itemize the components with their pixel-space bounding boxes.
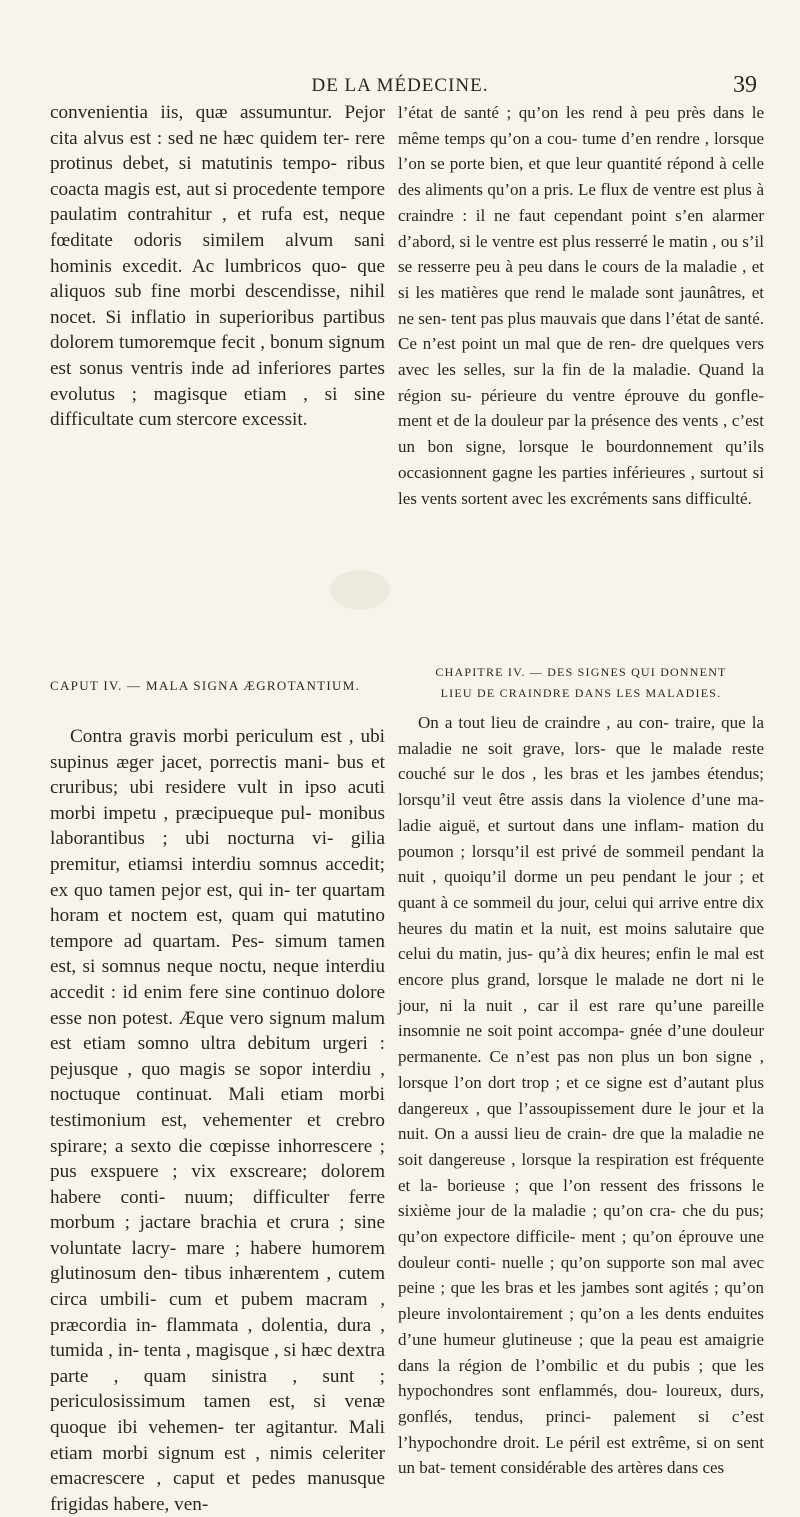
french-chapter-heading-line1: CHAPITRE IV. — DES SIGNES QUI DONNENT: [435, 665, 727, 679]
french-chapter-heading-line2: LIEU DE CRAINDRE DANS LES MALADIES.: [440, 686, 722, 700]
french-chapter-heading: [398, 662, 764, 704]
latin-column-top: [50, 100, 385, 433]
latin-paragraph-continued: convenientia iis, quæ assumuntur. Pejor cita alvus est : sed ne hæc quidem ter- rere protinus debet, si matutinis tempo- ribus coacta magis est, aut si procedente tempore paulatim contrahitur , et rufa est, neque fœditate odoris similem alvum sani hominis excedit. Ac lumbricos quo- que aliquos sub fine morbi descendisse, nihil nocet. Si inflatio in superioribus partibus dolorem tumoremque fecit , bonum signum est sonus ventris inde ad inferiores partes evolutus ; magisque etiam , si sine difficultate cum stercore excessit.: [50, 102, 385, 431]
latin-column-chapter: [50, 724, 385, 1517]
paper-stain: [330, 570, 390, 610]
french-paragraph-continued: l’état de santé ; qu’on les rend à peu près dans le même temps qu’on a cou- tume d’en rendre , lorsque l’on se porte bien, et que leur quantité répond à celle des aliments qu’on a pris. Le flux de ventre est plus à craindre : il ne faut cependant point s’en alarmer d’abord, si le ventre est plus resserré le matin , ou s’il se resserre peu à peu dans le cours de la maladie , et si les matières que rend le malade sont jaunâtres, et ne sen- tent pas plus mauvais que dans l’état de santé. Ce n’est point un mal que de ren- dre quelques vers avec les selles, sur la fin de la maladie. Quand la région su- périeure du ventre éprouve du gonfle- ment et de la douleur par la présence des vents , c’est un bon signe, lorsque le bourdonnement qu’ils occasionnent gagne les parties inférieures , surtout si les vents sortent avec les excréments sans difficulté.: [398, 103, 764, 508]
page-number: 39: [733, 72, 757, 98]
french-chapter-paragraph: On a tout lieu de craindre , au con- traire, que la maladie ne soit grave, lors- que le malade reste couché sur le dos , les bras et les jambes étendus; lorsqu’il veut être assis dans la violence d’une ma- ladie aiguë, et surtout dans une inflam- mation du poumon ; lorsqu’il est privé de sommeil pendant la nuit , quoiqu’il dorme un peu pendant le jour ; et quant à ce sommeil du jour, celui qui arrive entre dix heures du matin et la nuit, est moins salutaire que celui du matin, jus- qu’à dix heures; enfin le mal est encore plus grand, lorsque le malade ne dort ni le jour, ni la nuit , car il est rare qu’une pareille insomnie ne soit point accompa- gnée d’une douleur permanente. Ce n’est pas non plus un bon signe , lorsque l’on dort trop ; et ce signe est d’autant plus dangereux , que l’assoupissement dure le jour et la nuit. On a aussi lieu de crain- dre que la maladie ne soit dangereuse , lorsque la respiration est fréquente et la- borieuse ; que l’on ressent des frissons le sixième jour de la maladie ; qu’on cra- che du pus; qu’on expectore difficile- ment ; qu’on éprouve une douleur conti- nuelle ; qu’on supporte son mal avec peine ; que les bras et les jambes sont agités ; qu’on pleure involontairement ; qu’on a les dents enduites d’une humeur glutineuse ; que la peau est amaigrie dans la région de l’ombilic et du pubis ; que les hypochondres sont enflammés, dou- loureux, durs, gonflés, tendus, princi- palement si c’est l’hypochondre droit. Le péril est extrême, si on sent un bat- tement considérable des artères dans ces: [398, 713, 764, 1478]
running-title: DE LA MÉDECINE.: [311, 75, 489, 96]
latin-chapter-heading: CAPUT IV. — MALA SIGNA ÆGROTANTIUM.: [50, 678, 361, 693]
french-column-chapter: [398, 710, 764, 1481]
french-column-top: [398, 100, 764, 511]
latin-chapter-paragraph: Contra gravis morbi periculum est , ubi supinus æger jacet, porrectis mani- bus et cruribus; ubi residere vult in ipso acuti morbi impetu , præcipueque pul- monibus laborantibus ; ubi nocturna vi- gilia premitur, etiamsi interdiu somnus accedit; ex quo tamen pejor est, qui in- ter quartam horam et noctem est, quam qui matutino tempore ad quartam. Pes- simum tamen est, si somnus neque noctu, neque interdiu accedit : id enim fere sine continuo dolore esse non potest. Æque vero signum malum est etiam somno ultra debitum urgeri : pejusque , quo magis se sopor interdiu , noctuque continuat. Mali etiam morbi testimonium est, vehementer et crebro spirare; a sexto die cœpisse inhorrescere ; pus exspuere ; vix exscreare; dolorem habere conti- nuum; difficulter ferre morbum ; jactare brachia et crura ; sine voluntate lacry- mare ; habere humorem glutinosum den- tibus inhærentem , cutem circa umbili- cum et pubem macram , præcordia in- flammata , dolentia, dura , tumida , in- tenta , magisque , si hæc dextra parte , quam sinistra , sunt ; periculosissimum tamen est, si venæ quoque ibi vehemen- ter agitantur. Mali etiam morbi signum est , nimis celeriter emacrescere , caput et pedes manusque frigidas habere, ven-: [50, 726, 385, 1515]
